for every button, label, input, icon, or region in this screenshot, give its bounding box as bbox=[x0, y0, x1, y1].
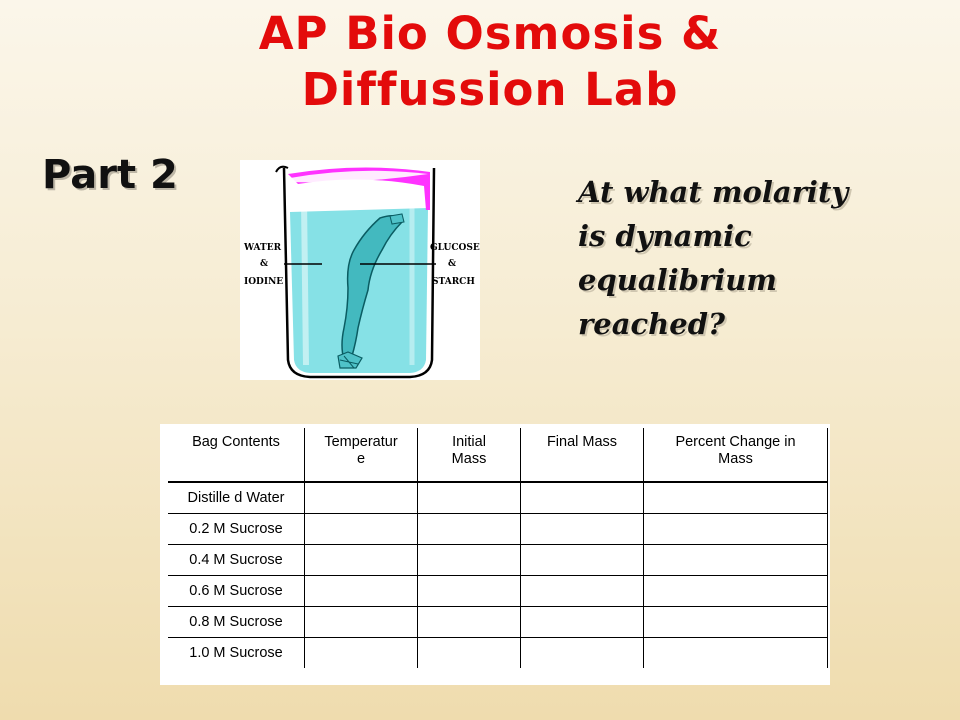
table-row bbox=[168, 482, 828, 514]
cell-percent-change bbox=[644, 638, 828, 669]
cell-final-mass bbox=[521, 576, 644, 607]
header-bag-contents: Bag Contents bbox=[168, 428, 305, 482]
question-line-1: At what molarity bbox=[578, 175, 849, 209]
label-iodine: IODINE bbox=[244, 277, 284, 287]
header-temperature: Temperatur e bbox=[305, 428, 418, 482]
cell-temperature bbox=[305, 638, 418, 669]
slide-title bbox=[130, 6, 850, 118]
data-table-panel bbox=[160, 424, 830, 685]
cell-final-mass bbox=[521, 638, 644, 669]
title-line-1: AP Bio Osmosis & bbox=[258, 7, 722, 60]
cell-percent-change bbox=[644, 482, 828, 514]
cell-initial-mass bbox=[418, 638, 521, 669]
cell-temperature bbox=[305, 576, 418, 607]
question-text bbox=[578, 170, 878, 346]
beaker-illustration bbox=[240, 160, 480, 380]
header-percent-change: Percent Change in Mass bbox=[644, 428, 828, 482]
cell-final-mass bbox=[521, 514, 644, 545]
row-label: Distille d Water bbox=[168, 482, 305, 514]
cell-final-mass bbox=[521, 545, 644, 576]
cell-final-mass bbox=[521, 607, 644, 638]
part-label: Part 2 bbox=[42, 152, 178, 198]
cell-initial-mass bbox=[418, 576, 521, 607]
cell-temperature bbox=[305, 482, 418, 514]
cell-percent-change bbox=[644, 545, 828, 576]
beaker-diagram bbox=[240, 160, 480, 380]
label-right-amp: & bbox=[448, 259, 457, 269]
cell-initial-mass bbox=[418, 545, 521, 576]
cell-initial-mass bbox=[418, 607, 521, 638]
label-left-amp: & bbox=[260, 259, 269, 269]
table-row bbox=[168, 576, 828, 607]
cell-percent-change bbox=[644, 514, 828, 545]
question-line-3: equalibrium bbox=[578, 263, 777, 297]
title-line-2: Diffussion Lab bbox=[301, 63, 679, 116]
row-label: 0.8 M Sucrose bbox=[168, 607, 305, 638]
table-row bbox=[168, 607, 828, 638]
cell-percent-change bbox=[644, 576, 828, 607]
cell-temperature bbox=[305, 607, 418, 638]
cell-final-mass bbox=[521, 482, 644, 514]
header-final-mass: Final Mass bbox=[521, 428, 644, 482]
row-label: 0.2 M Sucrose bbox=[168, 514, 305, 545]
label-glucose: GLUCOSE bbox=[430, 243, 480, 253]
table-row bbox=[168, 514, 828, 545]
table-header-row bbox=[168, 428, 828, 482]
question-line-2: is dynamic bbox=[578, 219, 752, 253]
row-label: 0.4 M Sucrose bbox=[168, 545, 305, 576]
label-starch: STARCH bbox=[432, 277, 475, 287]
cell-temperature bbox=[305, 514, 418, 545]
table-row bbox=[168, 638, 828, 669]
data-table bbox=[168, 428, 828, 668]
label-water: WATER bbox=[244, 243, 282, 253]
header-initial-mass: Initial Mass bbox=[418, 428, 521, 482]
cell-percent-change bbox=[644, 607, 828, 638]
cell-temperature bbox=[305, 545, 418, 576]
cell-initial-mass bbox=[418, 514, 521, 545]
question-line-4: reached? bbox=[578, 307, 725, 341]
cell-initial-mass bbox=[418, 482, 521, 514]
table-row bbox=[168, 545, 828, 576]
row-label: 1.0 M Sucrose bbox=[168, 638, 305, 669]
row-label: 0.6 M Sucrose bbox=[168, 576, 305, 607]
